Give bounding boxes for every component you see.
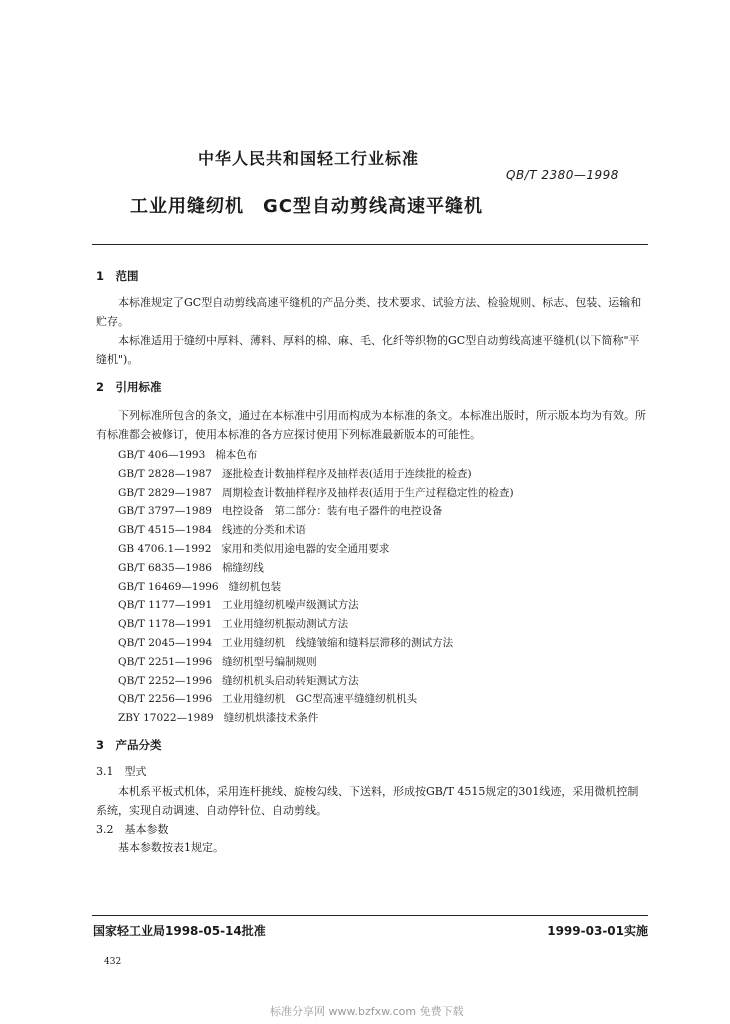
reference-title: 缝纫机型号编制规则 — [222, 655, 317, 668]
reference-item — [118, 672, 514, 691]
reference-code: GB/T 4515—1984 — [118, 524, 212, 537]
reference-title: 电控设备 第二部分：装有电子器件的电控设备 — [221, 505, 443, 518]
standard-code: QB/T 2380—1998 — [506, 168, 619, 182]
section-1-paragraph-1 — [96, 293, 648, 331]
section-3-2-paragraph — [96, 838, 648, 857]
section-1-paragraph-1-text: 本标准规定了GC型自动剪线高速平缝机的产品分类、技术要求、试验方法、检验规则、标志、包装、运输和贮存。 — [96, 296, 642, 328]
reference-code: GB/T 2828—1987 — [118, 467, 212, 480]
section-2-intro — [96, 406, 648, 444]
section-3-2-heading: 3.2 基本参数 — [96, 823, 169, 836]
reference-item — [118, 615, 514, 634]
section-3-1-heading: 3.1 型式 — [96, 765, 147, 778]
reference-title: 缝纫机机头启动转矩测试方法 — [222, 674, 359, 687]
reference-item — [118, 559, 514, 578]
reference-code: GB/T 16469—1996 — [118, 580, 219, 593]
normative-references-list — [118, 446, 514, 728]
reference-code: QB/T 1177—1991 — [118, 599, 213, 612]
reference-item — [118, 653, 514, 672]
approval-date: 国家轻工业局1998-05-14批准 — [93, 924, 266, 938]
reference-item — [118, 709, 514, 728]
reference-code: QB/T 2045—1994 — [118, 636, 213, 649]
reference-title: 工业用缝纫机噪声级测试方法 — [222, 599, 359, 612]
section-2-heading: 2 引用标准 — [96, 380, 162, 394]
reference-item — [118, 690, 514, 709]
reference-item — [118, 521, 514, 540]
reference-code: GB/T 2829—1987 — [118, 486, 212, 499]
reference-title: 逐批检查计数抽样程序及抽样表(适用于连续批的检查) — [221, 467, 472, 480]
section-3-1-text: 本机系平板式机体，采用连杆挑线、旋梭勾线、下送料，形成按GB/T 4515规定的301线迹，采用微机控制系统，实现自动调速、自动停针位、自动剪线。 — [96, 785, 639, 817]
document-title: 工业用缝纫机 GC型自动剪线高速平缝机 — [130, 196, 483, 217]
reference-title: 工业用缝纫机 线缝皱缩和缝料层滞移的测试方法 — [222, 636, 454, 649]
reference-title: 线迹的分类和术语 — [221, 524, 306, 537]
reference-code: QB/T 2252—1996 — [118, 674, 213, 687]
reference-code: GB/T 6835—1986 — [118, 561, 212, 574]
reference-title: 工业用缝纫机 GC型高速平缝缝纫机机头 — [222, 693, 418, 706]
reference-item — [118, 596, 514, 615]
reference-title: 工业用缝纫机振动测试方法 — [222, 618, 349, 631]
section-3-heading: 3 产品分类 — [96, 738, 162, 752]
reference-item — [118, 540, 514, 559]
header-divider — [92, 244, 648, 245]
section-1-heading: 1 范围 — [96, 269, 139, 283]
reference-title: 棉缝纫线 — [221, 561, 264, 574]
reference-item — [118, 484, 514, 503]
reference-code: ZBY 17022—1989 — [118, 712, 214, 725]
section-3-1-paragraph — [96, 782, 648, 820]
section-1-paragraph-2-text: 本标准适用于缝纫中厚料、薄料、厚料的棉、麻、毛、化纤等织物的GC型自动剪线高速平缝机(以下简称"平缝机")。 — [96, 334, 640, 366]
footer-divider — [92, 915, 648, 916]
watermark-text: 标准分享网 www.bzfxw.com 免费下载 — [270, 1005, 464, 1018]
reference-code: GB 4706.1—1992 — [118, 542, 212, 555]
reference-code: GB/T 406—1993 — [118, 449, 206, 461]
reference-item — [118, 634, 514, 653]
reference-code: QB/T 1178—1991 — [118, 618, 213, 631]
reference-code: GB/T 3797—1989 — [118, 505, 212, 518]
section-1-paragraph-2 — [96, 331, 648, 369]
reference-title: 周期检查计数抽样程序及抽样表(适用于生产过程稳定性的检查) — [221, 486, 514, 499]
effective-date: 1999-03-01实施 — [547, 924, 648, 938]
reference-item — [118, 578, 514, 597]
reference-title: 家用和类似用途电器的安全通用要求 — [221, 542, 390, 555]
reference-item — [118, 502, 514, 521]
section-3-2-text: 基本参数按表1规定。 — [118, 841, 224, 854]
reference-title: 缝纫机包装 — [228, 580, 282, 593]
section-2-intro-text: 下列标准所包含的条文，通过在本标准中引用而构成为本标准的条文。本标准出版时，所示版本均为有效。所有标准都会被修订，使用本标准的各方应探讨使用下列标准最新版本的可能性。 — [96, 409, 646, 441]
issuing-organization: 中华人民共和国轻工行业标准 — [198, 149, 420, 168]
page-number: 432 — [104, 957, 122, 967]
reference-code: QB/T 2256—1996 — [118, 693, 213, 706]
reference-title: 缝纫机烘漆技术条件 — [223, 712, 319, 725]
reference-item — [118, 446, 514, 465]
reference-code: QB/T 2251—1996 — [118, 655, 213, 668]
reference-item — [118, 465, 514, 484]
reference-title: 棉本色布 — [215, 449, 258, 461]
